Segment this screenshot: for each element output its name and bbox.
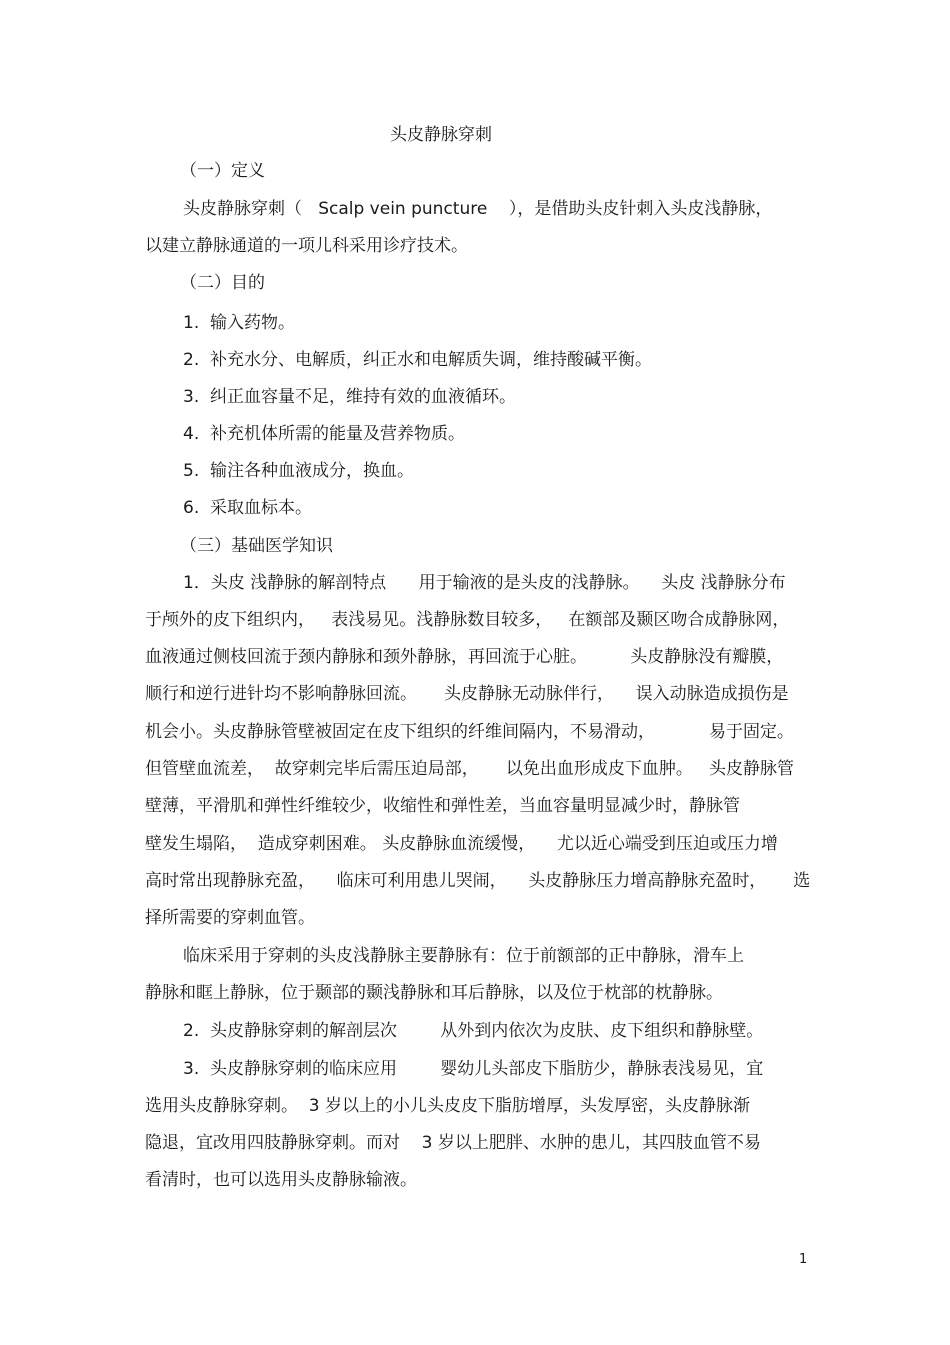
- paragraph-line: 顺行和逆行进针均不影响静脉回流。 头皮静脉无动脉伴行， 误入动脉造成损伤是: [145, 684, 789, 704]
- paragraph-line: 血液通过侧枝回流于颈内静脉和颈外静脉，再回流于心脏。 头皮静脉没有瓣膜，: [145, 647, 784, 667]
- list-item: 1. 输入药物。: [183, 313, 296, 333]
- list-item: 3. 纠正血容量不足，维持有效的血液循环。: [183, 387, 517, 407]
- paragraph-line: 壁薄，平滑肌和弹性纤维较少，收缩性和弹性差，当血容量明显减少时，静脉管: [145, 796, 740, 816]
- paragraph-line: 3. 头皮静脉穿刺的临床应用 婴幼儿头部皮下脂肪少，静脉表浅易见，宜: [183, 1059, 764, 1079]
- paragraph-line: 但管壁血流差， 故穿刺完毕后需压迫局部， 以免出血形成皮下血肿。 头皮静脉管: [145, 759, 795, 779]
- paragraph-line: 临床采用于穿刺的头皮浅静脉主要静脉有：位于前额部的正中静脉，滑车上: [183, 946, 744, 966]
- paragraph-line: 高时常出现静脉充盈， 临床可利用患儿哭闹， 头皮静脉压力增高静脉充盈时， 选: [145, 871, 811, 891]
- list-item: 2. 补充水分、电解质，纠正水和电解质失调，维持酸碱平衡。: [183, 350, 653, 370]
- paragraph-line: 以建立静脉通道的一项儿科采用诊疗技术。: [145, 236, 468, 256]
- paragraph-line: 机会小。头皮静脉管壁被固定在皮下组织的纤维间隔内，不易滑动， 易于固定。: [145, 722, 795, 742]
- list-item: 4. 补充机体所需的能量及营养物质。: [183, 424, 466, 444]
- page-title: 头皮静脉穿刺: [390, 125, 492, 145]
- paragraph-line: 1．头皮 浅静脉的解剖特点 用于输液的是头皮的浅静脉。 头皮 浅静脉分布: [183, 573, 786, 593]
- paragraph-line: 静脉和眶上静脉，位于颞部的颞浅静脉和耳后静脉，以及位于枕部的枕静脉。: [145, 983, 723, 1003]
- paragraph-line: 选用头皮静脉穿刺。 3 岁以上的小儿头皮皮下脂肪增厚，头发厚密，头皮静脉渐: [145, 1096, 751, 1116]
- section-heading-definition: （一）定义: [180, 161, 265, 181]
- section-heading-purpose: （二）目的: [180, 273, 265, 293]
- page-number: 1: [799, 1252, 808, 1267]
- list-item: 6. 采取血标本。: [183, 498, 313, 518]
- paragraph-line: 看清时，也可以选用头皮静脉输液。: [145, 1170, 417, 1190]
- section-heading-basics: （三）基础医学知识: [180, 536, 333, 556]
- paragraph-line: 于颅外的皮下组织内， 表浅易见。浅静脉数目较多， 在额部及颞区吻合成静脉网，: [145, 610, 790, 630]
- list-item: 5. 输注各种血液成分，换血。: [183, 461, 415, 481]
- paragraph-line: 壁发生塌陷， 造成穿刺困难。 头皮静脉血流缓慢， 尤以近心端受到压迫或压力增: [145, 834, 778, 854]
- paragraph-line: 2. 头皮静脉穿刺的解剖层次 从外到内依次为皮肤、皮下组织和静脉壁。: [183, 1021, 764, 1041]
- paragraph-line: 隐退，宜改用四肢静脉穿刺。而对 3 岁以上肥胖、水肿的患儿，其四肢血管不易: [145, 1133, 761, 1153]
- paragraph-line: 择所需要的穿刺血管。: [145, 908, 315, 928]
- paragraph-line: 头皮静脉穿刺（ Scalp vein puncture ），是借助头皮针刺入头皮浅静脉，: [183, 199, 773, 219]
